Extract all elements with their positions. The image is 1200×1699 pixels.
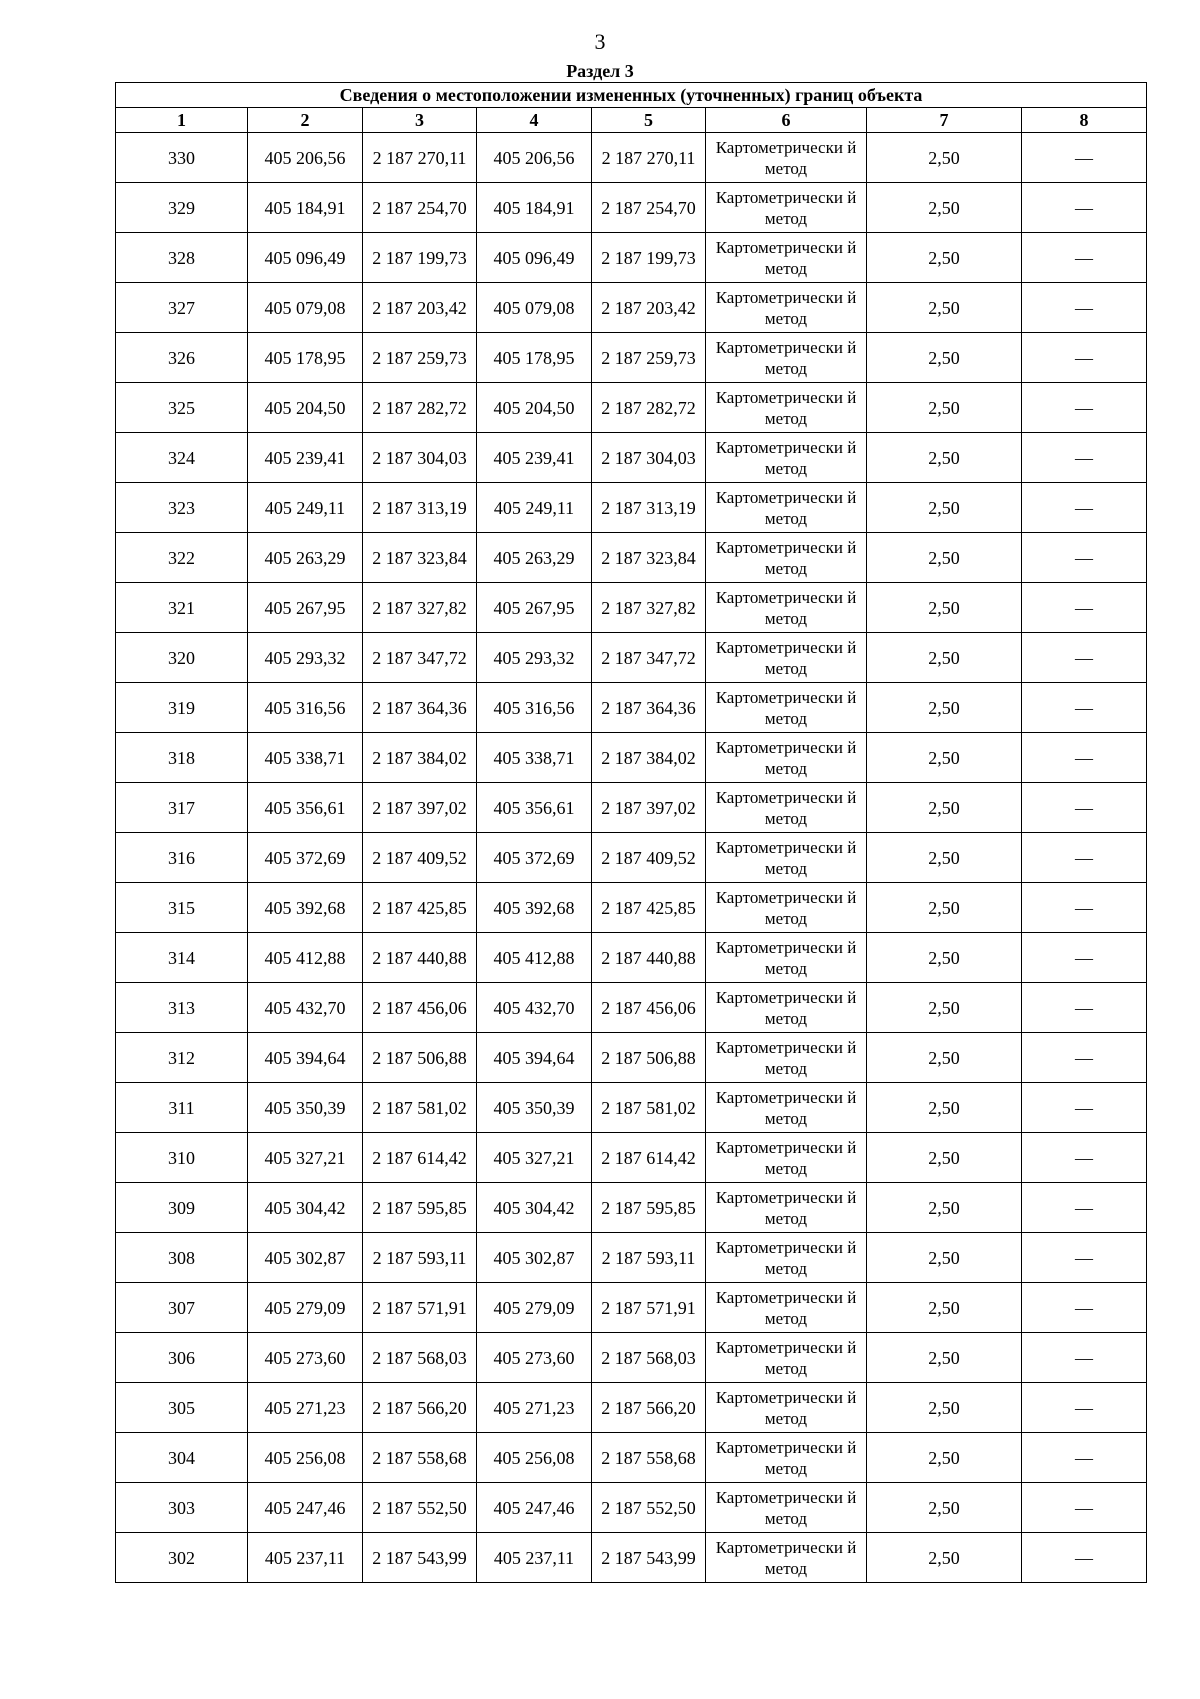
description-cell: — (1022, 1383, 1147, 1433)
new-y-cell: 2 187 282,72 (592, 383, 706, 433)
old-y-cell: 2 187 397,02 (363, 783, 477, 833)
old-y-cell: 2 187 614,42 (363, 1133, 477, 1183)
precision-cell: 2,50 (867, 1133, 1022, 1183)
column-number: 6 (706, 108, 867, 133)
method-cell: Картометрически й метод (706, 683, 867, 733)
old-x-cell: 405 302,87 (248, 1233, 363, 1283)
new-y-cell: 2 187 327,82 (592, 583, 706, 633)
method-cell: Картометрически й метод (706, 583, 867, 633)
old-x-cell: 405 256,08 (248, 1433, 363, 1483)
method-cell: Картометрически й метод (706, 1083, 867, 1133)
precision-cell: 2,50 (867, 483, 1022, 533)
new-y-cell: 2 187 384,02 (592, 733, 706, 783)
old-x-cell: 405 267,95 (248, 583, 363, 633)
table-row (116, 1383, 1147, 1433)
old-x-cell: 405 372,69 (248, 833, 363, 883)
table-body (116, 133, 1147, 1583)
precision-cell: 2,50 (867, 183, 1022, 233)
new-y-cell: 2 187 203,42 (592, 283, 706, 333)
new-y-cell: 2 187 364,36 (592, 683, 706, 733)
point-number-cell: 324 (116, 433, 248, 483)
precision-cell: 2,50 (867, 933, 1022, 983)
new-x-cell: 405 356,61 (477, 783, 592, 833)
old-x-cell: 405 239,41 (248, 433, 363, 483)
point-number-cell: 321 (116, 583, 248, 633)
table-caption: Сведения о местоположении измененных (уточненных) границ объекта (116, 83, 1147, 108)
method-cell: Картометрически й метод (706, 833, 867, 883)
new-y-cell: 2 187 456,06 (592, 983, 706, 1033)
new-x-cell: 405 327,21 (477, 1133, 592, 1183)
method-cell: Картометрически й метод (706, 633, 867, 683)
old-x-cell: 405 079,08 (248, 283, 363, 333)
new-x-cell: 405 302,87 (477, 1233, 592, 1283)
old-x-cell: 405 316,56 (248, 683, 363, 733)
method-cell: Картометрически й метод (706, 1383, 867, 1433)
old-y-cell: 2 187 304,03 (363, 433, 477, 483)
method-cell: Картометрически й метод (706, 1183, 867, 1233)
column-number: 2 (248, 108, 363, 133)
description-cell: — (1022, 533, 1147, 583)
new-x-cell: 405 239,41 (477, 433, 592, 483)
new-y-cell: 2 187 566,20 (592, 1383, 706, 1433)
precision-cell: 2,50 (867, 383, 1022, 433)
old-x-cell: 405 432,70 (248, 983, 363, 1033)
table-row (116, 333, 1147, 383)
old-x-cell: 405 412,88 (248, 933, 363, 983)
method-cell: Картометрически й метод (706, 1533, 867, 1583)
old-x-cell: 405 184,91 (248, 183, 363, 233)
point-number-cell: 313 (116, 983, 248, 1033)
old-y-cell: 2 187 440,88 (363, 933, 477, 983)
table-row (116, 983, 1147, 1033)
description-cell: — (1022, 1183, 1147, 1233)
old-y-cell: 2 187 506,88 (363, 1033, 477, 1083)
table-row (116, 283, 1147, 333)
description-cell: — (1022, 783, 1147, 833)
new-x-cell: 405 249,11 (477, 483, 592, 533)
new-x-cell: 405 304,42 (477, 1183, 592, 1233)
table-row (116, 1233, 1147, 1283)
new-x-cell: 405 293,32 (477, 633, 592, 683)
description-cell: — (1022, 1333, 1147, 1383)
description-cell: — (1022, 933, 1147, 983)
precision-cell: 2,50 (867, 1283, 1022, 1333)
table-row (116, 883, 1147, 933)
precision-cell: 2,50 (867, 633, 1022, 683)
description-cell: — (1022, 383, 1147, 433)
new-x-cell: 405 237,11 (477, 1533, 592, 1583)
precision-cell: 2,50 (867, 1233, 1022, 1283)
new-x-cell: 405 267,95 (477, 583, 592, 633)
new-x-cell: 405 316,56 (477, 683, 592, 733)
method-cell: Картометрически й метод (706, 1133, 867, 1183)
old-y-cell: 2 187 254,70 (363, 183, 477, 233)
precision-cell: 2,50 (867, 1033, 1022, 1083)
old-y-cell: 2 187 581,02 (363, 1083, 477, 1133)
old-y-cell: 2 187 199,73 (363, 233, 477, 283)
description-cell: — (1022, 1133, 1147, 1183)
precision-cell: 2,50 (867, 833, 1022, 883)
description-cell: — (1022, 283, 1147, 333)
table-row (116, 1033, 1147, 1083)
table-row (116, 233, 1147, 283)
new-x-cell: 405 247,46 (477, 1483, 592, 1533)
method-cell: Картометрически й метод (706, 283, 867, 333)
method-cell: Картометрически й метод (706, 1333, 867, 1383)
old-x-cell: 405 394,64 (248, 1033, 363, 1083)
table-row (116, 483, 1147, 533)
table-row (116, 1133, 1147, 1183)
point-number-cell: 325 (116, 383, 248, 433)
new-x-cell: 405 392,68 (477, 883, 592, 933)
description-cell: — (1022, 1083, 1147, 1133)
new-y-cell: 2 187 440,88 (592, 933, 706, 983)
old-x-cell: 405 273,60 (248, 1333, 363, 1383)
new-x-cell: 405 206,56 (477, 133, 592, 183)
point-number-cell: 326 (116, 333, 248, 383)
new-y-cell: 2 187 199,73 (592, 233, 706, 283)
old-y-cell: 2 187 327,82 (363, 583, 477, 633)
old-y-cell: 2 187 347,72 (363, 633, 477, 683)
description-cell: — (1022, 583, 1147, 633)
point-number-cell: 306 (116, 1333, 248, 1383)
precision-cell: 2,50 (867, 583, 1022, 633)
point-number-cell: 308 (116, 1233, 248, 1283)
old-x-cell: 405 096,49 (248, 233, 363, 283)
new-x-cell: 405 273,60 (477, 1333, 592, 1383)
table-row (116, 1433, 1147, 1483)
new-y-cell: 2 187 313,19 (592, 483, 706, 533)
point-number-cell: 305 (116, 1383, 248, 1433)
table-row (116, 683, 1147, 733)
description-cell: — (1022, 1233, 1147, 1283)
table-caption-row (116, 83, 1147, 108)
new-y-cell: 2 187 425,85 (592, 883, 706, 933)
old-x-cell: 405 392,68 (248, 883, 363, 933)
method-cell: Картометрически й метод (706, 933, 867, 983)
point-number-cell: 328 (116, 233, 248, 283)
method-cell: Картометрически й метод (706, 983, 867, 1033)
old-x-cell: 405 338,71 (248, 733, 363, 783)
table-row (116, 533, 1147, 583)
precision-cell: 2,50 (867, 133, 1022, 183)
table-row (116, 933, 1147, 983)
method-cell: Картометрически й метод (706, 783, 867, 833)
description-cell: — (1022, 1433, 1147, 1483)
description-cell: — (1022, 133, 1147, 183)
table-row (116, 633, 1147, 683)
old-x-cell: 405 247,46 (248, 1483, 363, 1533)
new-y-cell: 2 187 581,02 (592, 1083, 706, 1133)
new-y-cell: 2 187 543,99 (592, 1533, 706, 1583)
new-x-cell: 405 096,49 (477, 233, 592, 283)
new-x-cell: 405 432,70 (477, 983, 592, 1033)
old-y-cell: 2 187 595,85 (363, 1183, 477, 1233)
description-cell: — (1022, 1533, 1147, 1583)
table-row (116, 1333, 1147, 1383)
old-y-cell: 2 187 543,99 (363, 1533, 477, 1583)
new-x-cell: 405 204,50 (477, 383, 592, 433)
method-cell: Картометрически й метод (706, 1033, 867, 1083)
description-cell: — (1022, 333, 1147, 383)
new-x-cell: 405 338,71 (477, 733, 592, 783)
old-x-cell: 405 271,23 (248, 1383, 363, 1433)
point-number-cell: 303 (116, 1483, 248, 1533)
new-y-cell: 2 187 552,50 (592, 1483, 706, 1533)
new-y-cell: 2 187 259,73 (592, 333, 706, 383)
section-title: Раздел 3 (566, 61, 634, 81)
point-number-cell: 319 (116, 683, 248, 733)
old-y-cell: 2 187 571,91 (363, 1283, 477, 1333)
description-cell: — (1022, 883, 1147, 933)
new-y-cell: 2 187 595,85 (592, 1183, 706, 1233)
point-number-cell: 312 (116, 1033, 248, 1083)
column-number-row (116, 108, 1147, 133)
method-cell: Картометрически й метод (706, 433, 867, 483)
description-cell: — (1022, 683, 1147, 733)
method-cell: Картометрически й метод (706, 1283, 867, 1333)
old-y-cell: 2 187 323,84 (363, 533, 477, 583)
new-x-cell: 405 079,08 (477, 283, 592, 333)
old-y-cell: 2 187 384,02 (363, 733, 477, 783)
old-x-cell: 405 293,32 (248, 633, 363, 683)
table-row (116, 783, 1147, 833)
old-y-cell: 2 187 364,36 (363, 683, 477, 733)
old-x-cell: 405 356,61 (248, 783, 363, 833)
description-cell: — (1022, 983, 1147, 1033)
old-x-cell: 405 350,39 (248, 1083, 363, 1133)
new-y-cell: 2 187 571,91 (592, 1283, 706, 1333)
new-y-cell: 2 187 614,42 (592, 1133, 706, 1183)
point-number-cell: 310 (116, 1133, 248, 1183)
new-y-cell: 2 187 409,52 (592, 833, 706, 883)
old-y-cell: 2 187 568,03 (363, 1333, 477, 1383)
precision-cell: 2,50 (867, 283, 1022, 333)
point-number-cell: 302 (116, 1533, 248, 1583)
precision-cell: 2,50 (867, 533, 1022, 583)
description-cell: — (1022, 183, 1147, 233)
method-cell: Картометрически й метод (706, 483, 867, 533)
old-x-cell: 405 249,11 (248, 483, 363, 533)
precision-cell: 2,50 (867, 233, 1022, 283)
old-y-cell: 2 187 566,20 (363, 1383, 477, 1433)
precision-cell: 2,50 (867, 783, 1022, 833)
precision-cell: 2,50 (867, 883, 1022, 933)
new-y-cell: 2 187 593,11 (592, 1233, 706, 1283)
column-number: 8 (1022, 108, 1147, 133)
point-number-cell: 311 (116, 1083, 248, 1133)
table-row (116, 183, 1147, 233)
point-number-cell: 314 (116, 933, 248, 983)
new-x-cell: 405 279,09 (477, 1283, 592, 1333)
new-y-cell: 2 187 270,11 (592, 133, 706, 183)
new-y-cell: 2 187 347,72 (592, 633, 706, 683)
old-y-cell: 2 187 456,06 (363, 983, 477, 1033)
description-cell: — (1022, 433, 1147, 483)
column-number: 7 (867, 108, 1022, 133)
precision-cell: 2,50 (867, 983, 1022, 1033)
description-cell: — (1022, 1283, 1147, 1333)
old-x-cell: 405 178,95 (248, 333, 363, 383)
point-number-cell: 320 (116, 633, 248, 683)
column-number: 1 (116, 108, 248, 133)
table-row (116, 1283, 1147, 1333)
method-cell: Картометрически й метод (706, 133, 867, 183)
new-y-cell: 2 187 397,02 (592, 783, 706, 833)
old-y-cell: 2 187 282,72 (363, 383, 477, 433)
method-cell: Картометрически й метод (706, 383, 867, 433)
precision-cell: 2,50 (867, 1183, 1022, 1233)
old-x-cell: 405 237,11 (248, 1533, 363, 1583)
table-row (116, 383, 1147, 433)
precision-cell: 2,50 (867, 733, 1022, 783)
table-row (116, 1483, 1147, 1533)
point-number-cell: 315 (116, 883, 248, 933)
point-number-cell: 323 (116, 483, 248, 533)
old-y-cell: 2 187 593,11 (363, 1233, 477, 1283)
description-cell: — (1022, 733, 1147, 783)
old-x-cell: 405 263,29 (248, 533, 363, 583)
precision-cell: 2,50 (867, 433, 1022, 483)
column-number: 3 (363, 108, 477, 133)
method-cell: Картометрически й метод (706, 1233, 867, 1283)
method-cell: Картометрически й метод (706, 333, 867, 383)
new-y-cell: 2 187 254,70 (592, 183, 706, 233)
point-number-cell: 329 (116, 183, 248, 233)
new-x-cell: 405 372,69 (477, 833, 592, 883)
method-cell: Картометрически й метод (706, 1483, 867, 1533)
old-y-cell: 2 187 270,11 (363, 133, 477, 183)
new-x-cell: 405 256,08 (477, 1433, 592, 1483)
precision-cell: 2,50 (867, 1083, 1022, 1133)
point-number-cell: 330 (116, 133, 248, 183)
old-y-cell: 2 187 558,68 (363, 1433, 477, 1483)
table-row (116, 133, 1147, 183)
table-row (116, 1533, 1147, 1583)
precision-cell: 2,50 (867, 333, 1022, 383)
method-cell: Картометрически й метод (706, 533, 867, 583)
method-cell: Картометрически й метод (706, 233, 867, 283)
point-number-cell: 316 (116, 833, 248, 883)
point-number-cell: 304 (116, 1433, 248, 1483)
old-x-cell: 405 327,21 (248, 1133, 363, 1183)
page-number: 3 (594, 29, 606, 54)
old-y-cell: 2 187 313,19 (363, 483, 477, 533)
new-x-cell: 405 263,29 (477, 533, 592, 583)
description-cell: — (1022, 233, 1147, 283)
description-cell: — (1022, 833, 1147, 883)
description-cell: — (1022, 633, 1147, 683)
old-x-cell: 405 304,42 (248, 1183, 363, 1233)
method-cell: Картометрически й метод (706, 733, 867, 783)
old-x-cell: 405 206,56 (248, 133, 363, 183)
old-x-cell: 405 279,09 (248, 1283, 363, 1333)
new-y-cell: 2 187 304,03 (592, 433, 706, 483)
new-y-cell: 2 187 323,84 (592, 533, 706, 583)
new-x-cell: 405 350,39 (477, 1083, 592, 1133)
table-row (116, 833, 1147, 883)
point-number-cell: 307 (116, 1283, 248, 1333)
precision-cell: 2,50 (867, 1533, 1022, 1583)
point-number-cell: 327 (116, 283, 248, 333)
old-y-cell: 2 187 425,85 (363, 883, 477, 933)
point-number-cell: 318 (116, 733, 248, 783)
old-y-cell: 2 187 203,42 (363, 283, 477, 333)
precision-cell: 2,50 (867, 1383, 1022, 1433)
table-row (116, 733, 1147, 783)
old-y-cell: 2 187 259,73 (363, 333, 477, 383)
new-x-cell: 405 178,95 (477, 333, 592, 383)
description-cell: — (1022, 483, 1147, 533)
description-cell: — (1022, 1483, 1147, 1533)
precision-cell: 2,50 (867, 1433, 1022, 1483)
method-cell: Картометрически й метод (706, 883, 867, 933)
table-row (116, 583, 1147, 633)
precision-cell: 2,50 (867, 1333, 1022, 1383)
precision-cell: 2,50 (867, 683, 1022, 733)
table-row (116, 1183, 1147, 1233)
new-y-cell: 2 187 506,88 (592, 1033, 706, 1083)
method-cell: Картометрически й метод (706, 1433, 867, 1483)
boundary-table-container (115, 82, 1146, 1583)
boundary-coordinates-table (115, 82, 1147, 1583)
new-x-cell: 405 394,64 (477, 1033, 592, 1083)
precision-cell: 2,50 (867, 1483, 1022, 1533)
old-y-cell: 2 187 409,52 (363, 833, 477, 883)
point-number-cell: 317 (116, 783, 248, 833)
new-x-cell: 405 412,88 (477, 933, 592, 983)
method-cell: Картометрически й метод (706, 183, 867, 233)
column-number: 5 (592, 108, 706, 133)
table-row (116, 433, 1147, 483)
table-row (116, 1083, 1147, 1133)
column-number: 4 (477, 108, 592, 133)
new-y-cell: 2 187 558,68 (592, 1433, 706, 1483)
old-x-cell: 405 204,50 (248, 383, 363, 433)
old-y-cell: 2 187 552,50 (363, 1483, 477, 1533)
new-x-cell: 405 184,91 (477, 183, 592, 233)
new-x-cell: 405 271,23 (477, 1383, 592, 1433)
description-cell: — (1022, 1033, 1147, 1083)
point-number-cell: 322 (116, 533, 248, 583)
new-y-cell: 2 187 568,03 (592, 1333, 706, 1383)
point-number-cell: 309 (116, 1183, 248, 1233)
